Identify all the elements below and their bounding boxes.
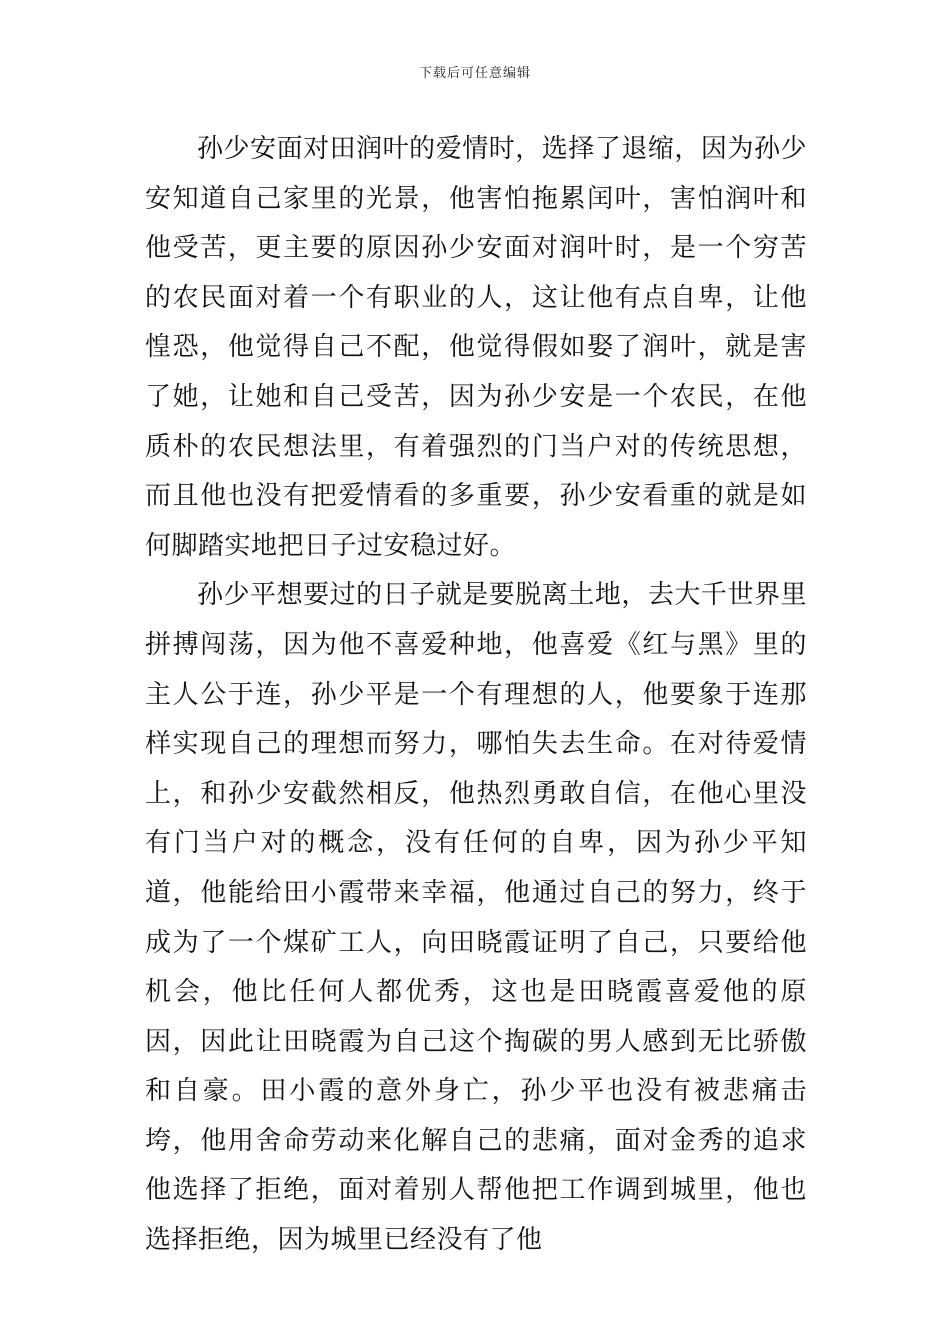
paragraph-1: 孙少安面对田润叶的爱情时，选择了退缩，因为孙少安知道自己家里的光景，他害怕拖累闰叶，害怕润叶和他受苦，更主要的原因孙少安面对润叶时，是一个穷苦的农民面对着一个有职业的人，这让他有点自卑，让他惶恐，他觉得自己不配，他觉得假如娶了润叶，就是害了她，让她和自己受苦，因为孙少安是一个农民，在他质朴的农民想法里，有着强烈的门当户对的传统思想，而且他也没有把爱情看的多重要，孙少安看重的就是如何脚踏实地把日子过安稳过好。 [145, 134, 807, 561]
paragraph-2: 孙少平想要过的日子就是要脱离土地，去大千世界里拼搏闯荡，因为他不喜爱种地，他喜爱《红与黑》里的主人公于连，孙少平是一个有理想的人，他要象于连那样实现自己的理想而努力，哪怕失去生命。在对待爱情上，和孙少安截然相反，他热烈勇敢自信，在他心里没有门当户对的概念，没有任何的自卑，因为孙少平知道，他能给田小霞带来幸福，他通过自己的努力，终于成为了一个煤矿工人，向田晓霞证明了自己，只要给他机会，他比任何人都优秀，这也是田晓霞喜爱他的原因，因此让田晓霞为自己这个掏碳的男人感到无比骄傲和自豪。田小霞的意外身亡，孙少平也没有被悲痛击垮，他用舍命劳动来化解自己的悲痛，面对金秀的追求他选择了拒绝，面对着别人帮他把工作调到城里，他也选择拒绝，因为城里已经没有了他 [145, 580, 807, 1256]
document-body [145, 125, 807, 1266]
page-header: 下载后可任意编辑 [418, 66, 531, 81]
